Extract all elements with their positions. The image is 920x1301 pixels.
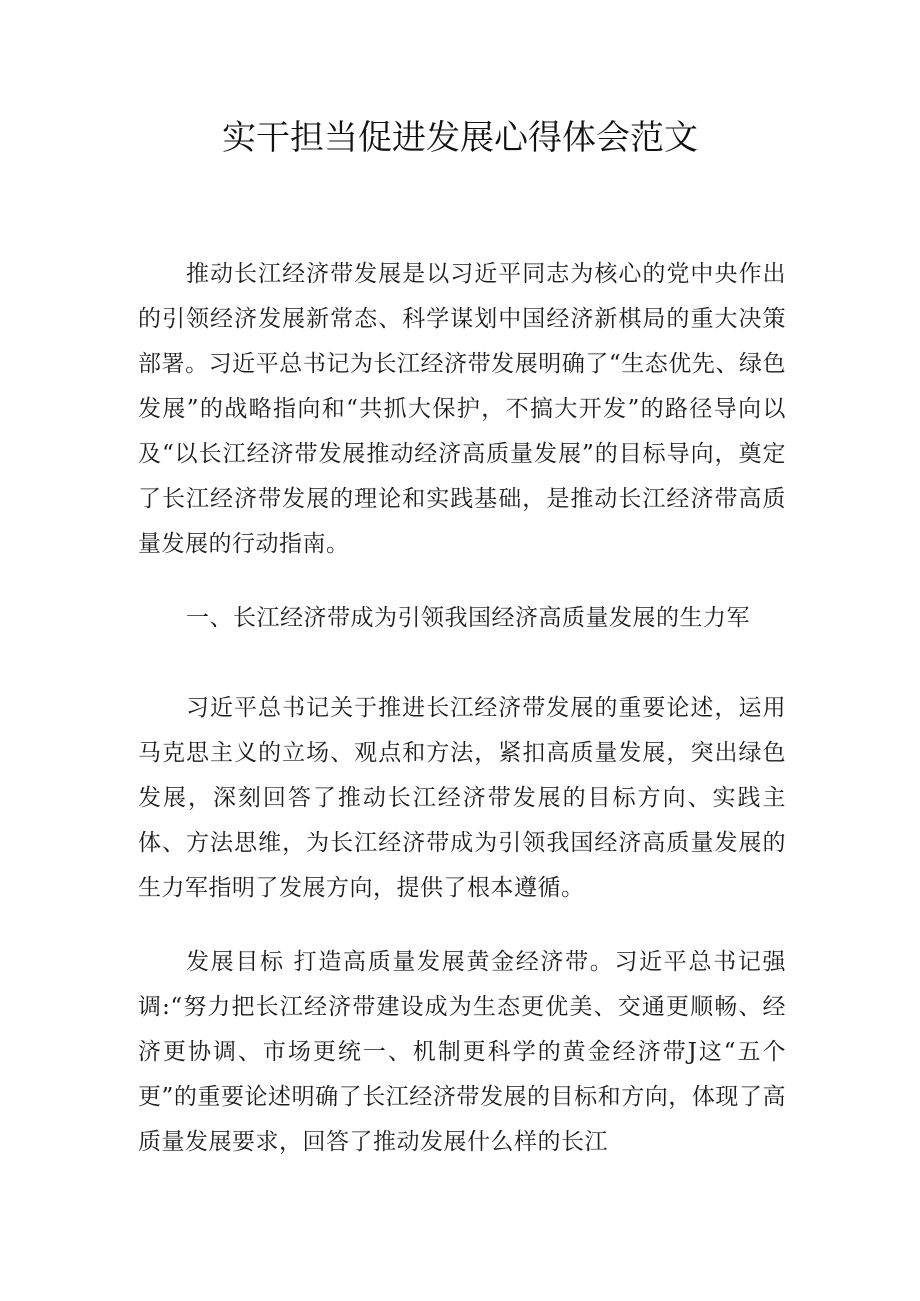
paragraph-intro: 推动长江经济带发展是以习近平同志为核心的党中央作出的引领经济发展新常态、科学谋划中国经济新棋局的重大决策部署。习近平总书记为长江经济带发展明确了“生态优先、绿色发展”的战略指向和“共抓大保护，不搞大开发”的路径导向以及“以长江经济带发展推动经济高质量发展”的目标导向，奠定了长江经济带发展的理论和实践基础，是推动长江经济带高质量发展的行动指南。 — [138, 261, 786, 557]
section-heading-1: 一、长江经济带成为引领我国经济高质量发展的生力军 — [186, 605, 750, 631]
document-title: 实干担当促进发展心得体会范文 — [222, 118, 698, 158]
paragraph-section-1: 习近平总书记关于推进长江经济带发展的重要论述，运用马克思主义的立场、观点和方法，紧扣高质量发展，突出绿色发展，深刻回答了推动长江经济带发展的目标方向、实践主体、方法思维，为长江经济带成为引领我国经济高质量发展的生力军指明了发展方向，提供了根本遵循。 — [138, 695, 786, 901]
paragraph-development-goal: 发展目标 打造高质量发展黄金经济带。习近平总书记强调:“努力把长江经济带建设成为生态更优美、交通更顺畅、经济更协调、市场更统一、机制更科学的黄金经济带J这“五个更”的重要论述明确了长江经济带发展的目标和方向，体现了高质量发展要求，回答了推动发展什么样的长江 — [138, 949, 786, 1155]
